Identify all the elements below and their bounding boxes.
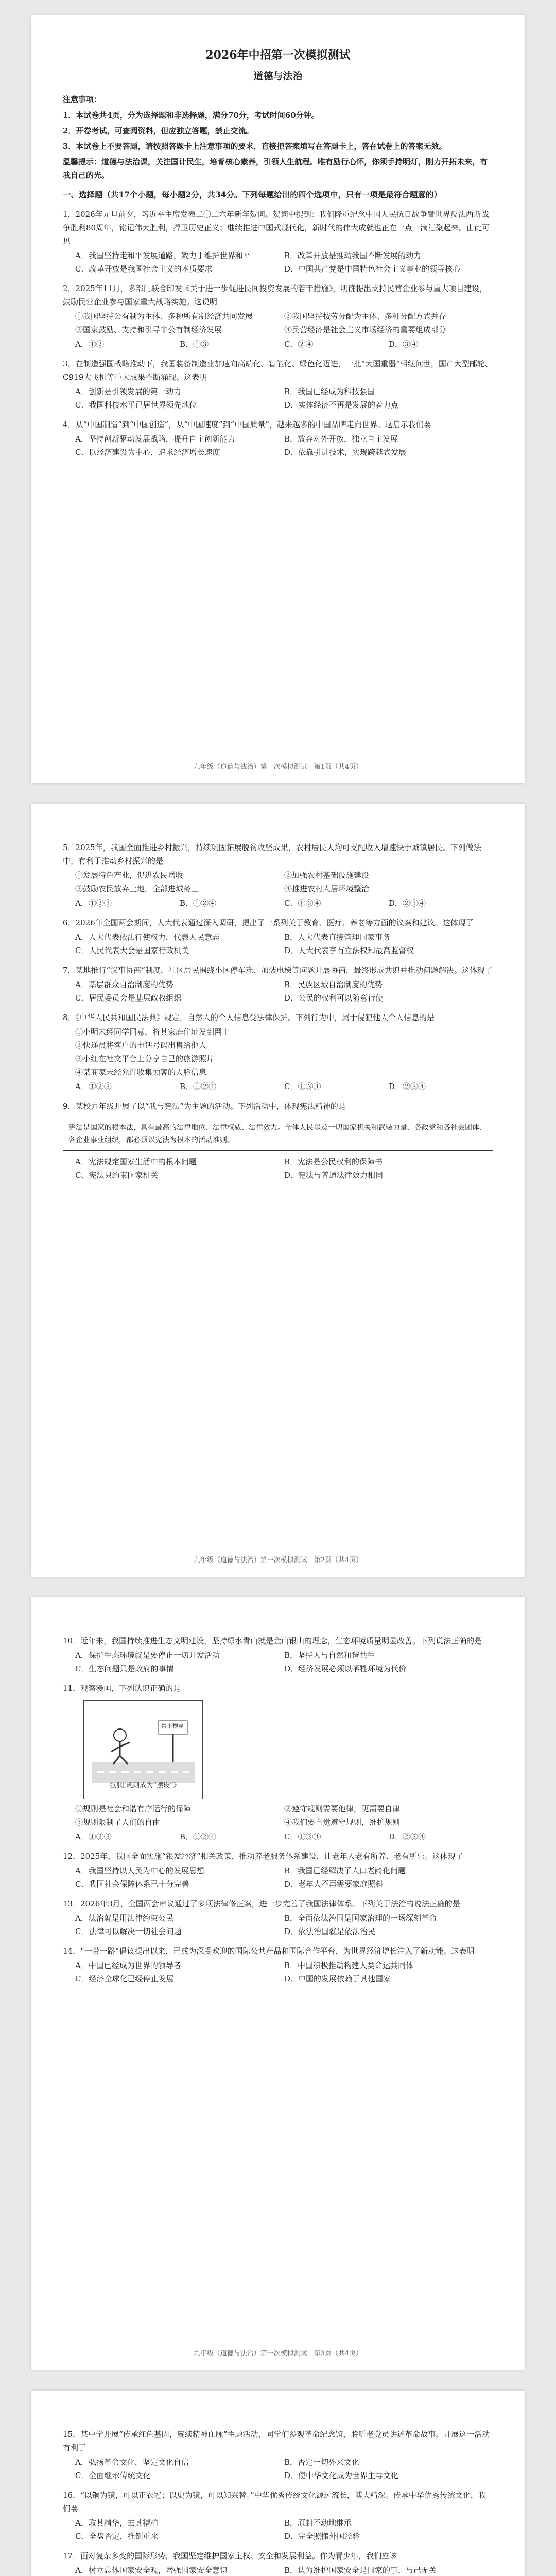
option-c: C．我国科技水平已居世界领先地位 [75,400,197,410]
question-15-options [75,2455,493,2482]
option-a: A．法治就是用法律约束公民 [75,1913,173,1923]
option-a: A．我国坚持以人民为中心的发展思想 [75,1866,204,1875]
option-c: C．①③④ [284,899,321,908]
question-6-options [75,930,493,957]
question-13-options [75,1911,493,1938]
option-a: A．①②③ [75,1082,112,1091]
option-b: B．①③ [180,340,209,349]
option-a: A．①②③ [75,1832,112,1841]
question-17-options [75,2564,493,2576]
option-c: C．全面继承传统文化 [75,2471,151,2480]
question-13: 13．2026年3月，全国两会审议通过了多项法律修正案，进一步完善了我国法律体系。下列关于法治的说法正确的是 [63,1899,460,1908]
question-10: 10．近年来，我国持续推进生态文明建设，坚持绿水青山就是金山银山的理念，生态环境质量明显改善。下列说法正确的是 [63,1636,482,1646]
question-7: 7．某地推行“议事协商”制度，社区居民围绕小区停车难、加装电梯等问题开展协商，最终形成共识并推动问题解决。这体现了 [63,965,493,975]
statement-3: ③小红在社交平台上分享自己的旅游照片 [75,1054,215,1063]
question-5: 5．2025年，我国全面推进乡村振兴，持续巩固拓展脱贫攻坚成果，农村居民人均可支配收入增速快于城镇居民。下列做法中，有利于推动乡村振兴的是 [63,843,481,866]
question-14-options [75,1959,493,1986]
question-12-options [75,1864,493,1891]
question-16-options [75,2516,493,2543]
cartoon-caption: 《别让规则成为“摆设”》 [106,1781,180,1789]
question-2: 2．2025年11月，多部门联合印发《关于进一步促进民间投资发展的若干措施》，明确提出支持民营企业参与重大项目建设，鼓励民营企业参与国家重大战略实施。这说明 [63,284,488,307]
question-15: 15．某中学开展“传承红色基因，赓续精神血脉”主题活动，同学们参观革命纪念馆，聆听老党员讲述革命故事。开展这一活动有利于 [63,2430,490,2452]
cartoon-illustration [92,1710,195,1783]
option-d: D．完全照搬外国经验 [284,2532,360,2541]
option-b: B．放弃对外开放，独立自主发展 [284,434,398,444]
option-d: D．老年人不再需要家庭照料 [284,1879,384,1889]
notice-item: 3．本试卷上不要答题，请按照答题卡上注意事项的要求，直接把答案填写在答题卡上，答在试卷上的答案无效。 [63,142,447,151]
section-heading-choice: 一、选择题（共17个小题，每小题2分，共34分。下列每题给出的四个选项中，只有一项是最符合题意的） [63,190,442,199]
option-d: D．②③④ [389,1082,426,1091]
question-3-options [75,385,493,412]
question-11-options [75,1830,493,1843]
question-8: 8．《中华人民共和国民法典》规定，自然人的个人信息受法律保护。下列行为中，属于侵犯他人个人信息的是 [63,1013,435,1022]
option-c: C．人民代表大会是国家行政机关 [75,946,189,955]
statement-2: ②加强农村基础设施建设 [284,871,370,880]
statement-1: ①发展特色产业，促进农民增收 [75,871,184,880]
intro-tip: 温馨提示：道德与法治课，关注国计民生，培育核心素养，引领人生航程。唯有励行心怀，你须手持明灯，刚力开拓未来，有我自己的光。 [63,157,488,180]
question-3: 3．在制造强国战略推动下，我国装备制造业加速向高端化、智能化、绿色化迈进，一批“大国重器”相继问世，国产大型邮轮、C919大飞机等重大成果不断涌现。这表明 [63,359,493,382]
option-b: B．否定一切外来文化 [284,2458,360,2467]
question-16: 16．“以铜为镜，可以正衣冠；以史为镜，可以知兴替。”中华优秀传统文化源远流长，博大精深。传承中华优秀传统文化，我们要 [63,2490,486,2513]
question-2-items [75,310,493,336]
notice-item: 1．本试卷共4页，分为选择题和非选择题，满分70分，考试时间60分钟。 [63,111,319,120]
question-8-options [75,1080,493,1093]
question-17: 17．面对复杂多变的国际形势，我国坚定维护国家主权、安全和发展利益。作为青少年，我们应该 [63,2551,397,2561]
statement-3: ③鼓励农民放弃土地，全部进城务工 [75,884,199,893]
option-b: B．改革开放是推动我国不断发展的动力 [284,251,422,260]
option-b: B．坚持人与自然和谐共生 [284,1651,375,1660]
option-d: D．②③④ [389,1832,426,1841]
option-b: B．全面依法治国是国家治理的一场深刻革命 [284,1913,437,1923]
option-d: D．经济发展必须以牺牲环境为代价 [284,1664,407,1673]
option-a: A．宪法规定国家生活中的根本问题 [75,1157,197,1166]
exam-page-4 [31,2391,525,2576]
question-6: 6．2026年全国两会期间，人大代表通过深入调研，提出了一系列关于教育、医疗、养老等方面的议案和建议。这体现了 [63,918,474,927]
question-2-options [75,337,493,351]
question-12: 12．2025年，我国全面实施“银发经济”相关政策，推动养老服务体系建设，让老年人老有所养、老有所乐。这体现了 [63,1852,463,1861]
option-d: D．使中华文化成为世界主导文化 [284,2471,399,2480]
statement-4: ④民营经济是社会主义市场经济的重要组成部分 [284,325,447,334]
exam-page-2 [31,804,525,1577]
exam-page-1 [31,15,525,783]
option-d: D．依靠引进技术，实现跨越式发展 [284,448,407,457]
option-b: B．认为维护国家安全是国家的事，与己无关 [284,2566,437,2575]
option-d: D．公民的权利可以随意行使 [284,993,384,1003]
question-11-items [75,1802,493,1829]
option-c: C．经济全球化已经停止发展 [75,1974,174,1984]
option-c: C．②④ [284,340,314,349]
statement-2: ②遵守规则需要他律，更需要自律 [284,1804,401,1814]
notice-heading: 注意事项： [63,95,102,104]
option-d: D．依法治国就是依法治民 [284,1927,376,1936]
question-10-options [75,1649,493,1675]
option-c: C．改革开放是我国社会主义的本质要求 [75,264,213,274]
option-c: C．宪法只约束国家机关 [75,1171,159,1180]
option-d: D．③④ [389,340,419,349]
option-d: D．宪法与普通法律效力相同 [284,1171,384,1180]
question-4: 4．从“中国制造”到“中国创造”，从“中国速度”到“中国质量”，越来越多的中国品牌走向世界。这启示我们要 [63,420,431,429]
statement-3: ③规则限制了人们的自由 [75,1818,161,1827]
option-c: C．①③④ [284,1082,321,1091]
option-b: B．原封不动地继承 [284,2518,352,2528]
option-a: A．保护生态环境就是要停止一切开发活动 [75,1651,220,1660]
option-a: A．弘扬革命文化，坚定文化自信 [75,2458,189,2467]
statement-3: ③国家鼓励、支持和引导非公有制经济发展 [75,325,222,334]
option-d: D．人大代表享有立法权和最高监督权 [284,946,414,955]
statement-4: ④我们要自觉遵守规则，维护规则 [284,1818,401,1827]
option-a: A．创新是引领发展的第一动力 [75,387,181,396]
option-a: A．①②③ [75,899,112,908]
option-c: C．全盘否定，推倒重来 [75,2532,159,2541]
option-b: B．我国已经成为科技强国 [284,387,375,396]
option-a: A．坚持创新驱动发展战略，提升自主创新能力 [75,434,235,444]
page-footer: 九年级（道德与法治）第一次模拟测试 第2页（共4页） [193,1556,363,1564]
option-a: A．我国坚持走和平发展道路，致力于维护世界和平 [75,251,251,260]
statement-1: ①规则是社会和谐有序运行的保障 [75,1804,192,1814]
question-4-options [75,432,493,459]
option-c: C．法律可以解决一切社会问题 [75,1927,182,1936]
option-a: A．人大代表依法行使权力，代表人民意志 [75,933,220,942]
option-a: A．中国已经成为世界的领导者 [75,1961,181,1970]
option-b: B．民族区域自治制度的优势 [284,980,383,989]
option-b: B．①②④ [180,899,217,908]
question-5-items [75,869,493,895]
option-d: D．②③④ [389,899,426,908]
option-c: C．居民委员会是基层政权组织 [75,993,182,1003]
option-a: A．①② [75,340,104,349]
exam-subject: 道德与法治 [253,71,303,82]
notice-item: 2．开卷考试，可查阅资料，但应独立答题，禁止交流。 [63,126,254,135]
statement-1: ①我国坚持公有制为主体、多种所有制经济共同发展 [75,312,253,321]
option-c: C．①③④ [284,1832,321,1841]
statement-4: ④推进农村人居环境整治 [284,884,370,893]
exam-page-3 [31,1597,525,2370]
statement-4: ④某商家未经允许收集顾客的人脸信息 [75,1067,207,1077]
question-14: 14．“一带一路”倡议提出以来，已成为深受欢迎的国际公共产品和国际合作平台，为世界经济增长注入了新动能。这表明 [63,1946,475,1956]
option-a: A．树立总体国家安全观，增强国家安全意识 [75,2566,228,2575]
option-a: A．取其精华，去其糟粕 [75,2518,158,2528]
option-a: A．基层群众自治制度的优势 [75,980,173,989]
page-footer: 九年级（道德与法治）第一次模拟测试 第1页（共4页） [193,763,363,771]
option-d: D．中国共产党是中国特色社会主义事业的领导核心 [284,264,461,274]
statement-2: ②快递员将客户的电话号码出售给他人 [75,1041,207,1050]
question-8-items [75,1025,493,1079]
question-11: 11．观察漫画，下列认识正确的是 [63,1684,181,1693]
question-9-options [75,1155,493,1182]
option-d: D．实体经济不再是发展的着力点 [284,400,399,410]
question-1: 1．2026年元旦前夕，习近平主席发表二〇二六年新年贺词。贺词中提到：我们隆重纪念中国人民抗日战争暨世界反法西斯战争胜利80周年，铭记伟大胜利，捍卫历史正义；继续推进中国式现代化，新时代的伟大成就也正在一点一滴汇聚起来。由此可见 [63,210,490,246]
cartoon-figure [83,1700,203,1799]
question-9-material-box: 宪法是国家的根本法，具有最高的法律地位、法律权威、法律效力。全体人民以及一切国家机关和武装力量、各政党和各社会团体、各企业事业组织，都必须以宪法为根本的活动准则。 [63,1117,493,1151]
option-b: B．我国已经解决了人口老龄化问题 [284,1866,406,1875]
exam-title: 2026年中招第一次模拟测试 [205,48,351,62]
option-c: C．生态问题只是政府的事情 [75,1664,174,1673]
option-b: B．人大代表直接管理国家事务 [284,933,391,942]
option-b: B．中国积极推动构建人类命运共同体 [284,1961,414,1970]
page-footer: 九年级（道德与法治）第一次模拟测试 第3页（共4页） [193,2350,363,2358]
cartoon-sign-text: 禁止横穿 [161,1722,184,1730]
question-7-options [75,978,493,1005]
option-b: B．宪法是公民权利的保障书 [284,1157,383,1166]
statement-1: ①小明未经同学同意，将其家庭住址发到网上 [75,1027,230,1037]
option-c: C．我国社会保障体系已十分完善 [75,1879,189,1889]
question-1-options [75,249,493,276]
option-b: B．①②④ [180,1832,217,1841]
option-c: C．以经济建设为中心，追求经济增长速度 [75,448,220,457]
question-5-options [75,896,493,910]
statement-2: ②我国坚持按劳分配为主体、多种分配方式并存 [284,312,447,321]
option-b: B．①②④ [180,1082,217,1091]
option-d: D．中国的发展依赖于其他国家 [284,1974,391,1984]
question-9: 9．某校九年级开展了以“我与宪法”为主题的活动。下列活动中，体现宪法精神的是 [63,1101,346,1111]
